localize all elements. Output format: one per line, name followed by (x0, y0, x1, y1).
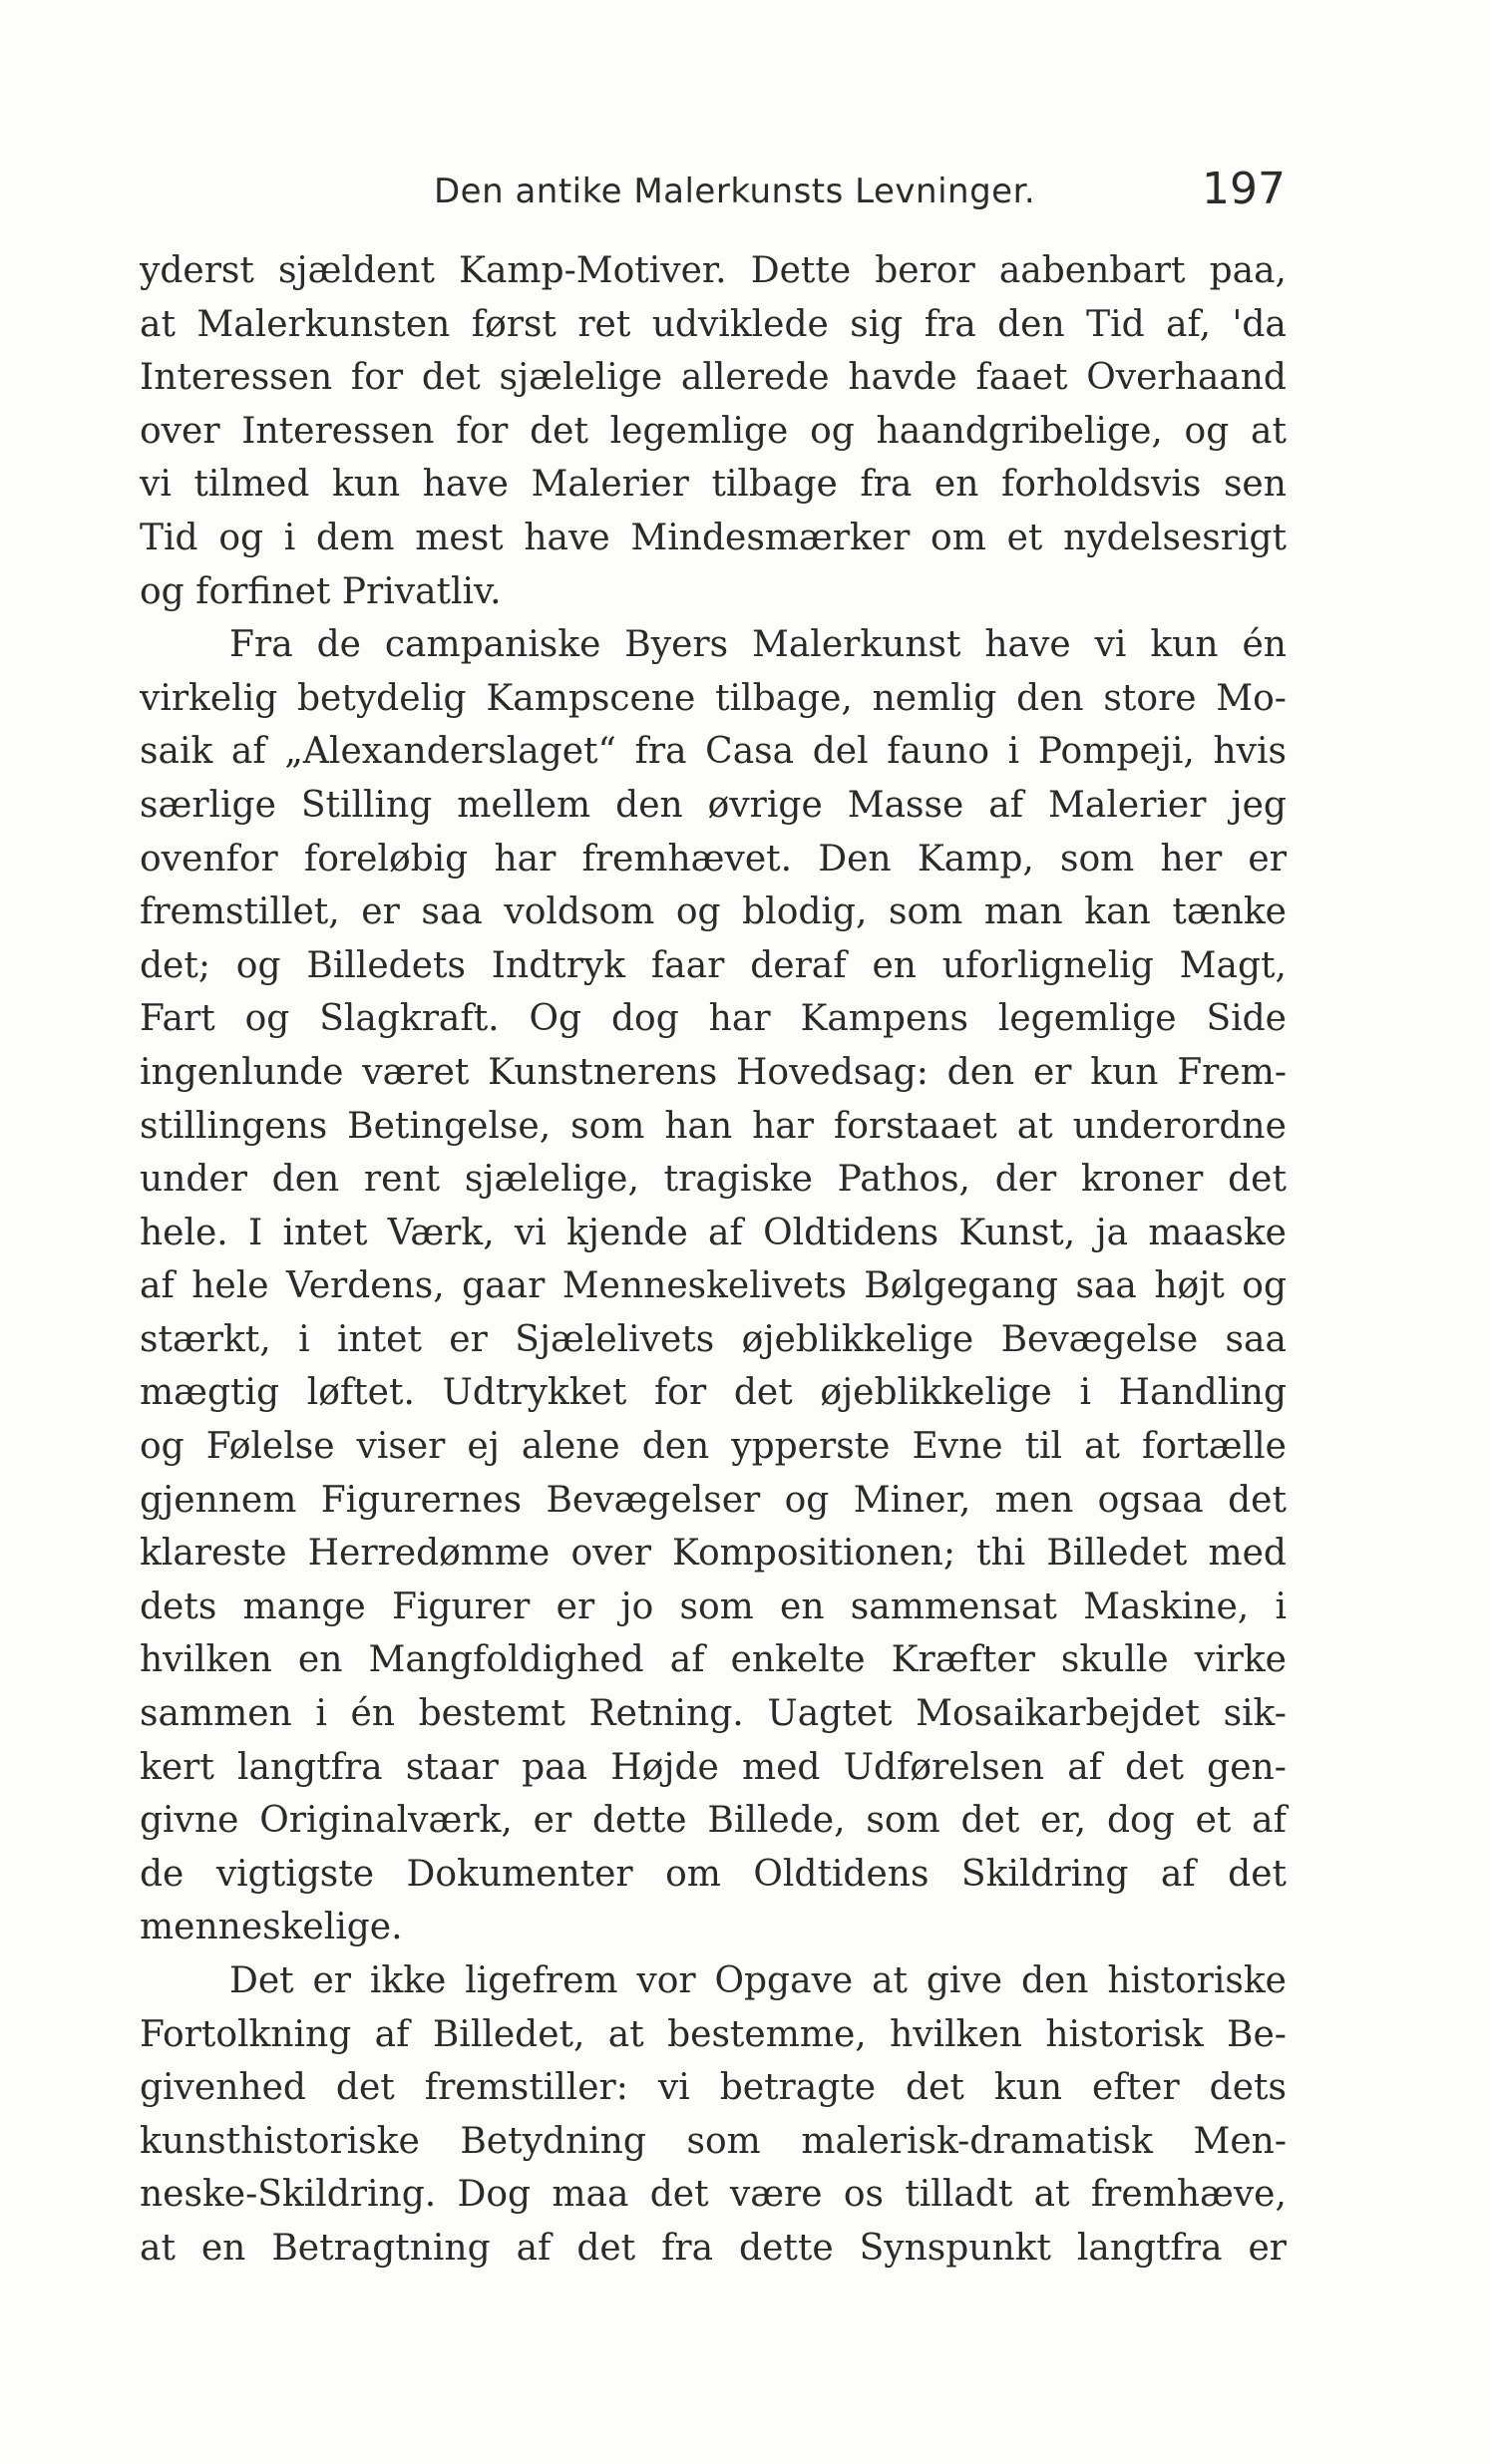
text-line: Fortolkning af Billedet, at bestemme, hvilken historisk Be- (140, 2013, 1287, 2055)
text-line: ovenfor foreløbig har fremhævet. Den Kamp, som her er (140, 838, 1287, 880)
text-line: stærkt, i intet er Sjælelivets øjeblikkelige Bevægelse saa (140, 1318, 1287, 1360)
text-line: hele. I intet Værk, vi kjende af Oldtidens Kunst, ja maaske (140, 1212, 1287, 1253)
text-line: gjennem Figurernes Bevægelser og Miner, men ogsaa det (140, 1479, 1287, 1521)
text-line: under den rent sjælelige, tragiske Pathos, der kroner det (140, 1159, 1287, 1201)
text-line: sammen i én bestemt Retning. Uagtet Mosaikarbejdet sik- (140, 1693, 1287, 1735)
text-line: hvilken en Mangfoldighed af enkelte Kræfter skulle virke (140, 1639, 1287, 1681)
text-line: over Interessen for det legemlige og haandgribelige, og at (140, 410, 1287, 452)
text-line: ingenlunde været Kunstnerens Hovedsag: den er kun Frem- (140, 1051, 1287, 1093)
text-line: virkelig betydelig Kampscene tilbage, nemlig den store Mo- (140, 677, 1287, 719)
text-line: fremstillet, er saa voldsom og blodig, som man kan tænke (140, 891, 1287, 933)
text-line: menneskelige. (140, 1907, 403, 1948)
text-line: at en Betragtning af det fra dette Synspunkt langtfra er (140, 2227, 1287, 2269)
text-line: givenhed det fremstiller: vi betragte det kun efter dets (140, 2067, 1287, 2109)
text-line: dets mange Figurer er jo som en sammensat Maskine, i (140, 1585, 1287, 1627)
page-header (175, 160, 1294, 219)
text-line: neske-Skildring. Dog maa det være os tilladt at fremhæve, (140, 2174, 1287, 2216)
text-line: af hele Verdens, gaar Menneskelivets Bølgegang saa højt og (140, 1265, 1287, 1307)
text-line: kert langtfra staar paa Højde med Udførelsen af det gen- (140, 1746, 1287, 1788)
text-line: Fart og Slagkraft. Og dog har Kampens legemlige Side (140, 998, 1287, 1040)
text-line: Fra de campaniske Byers Malerkunst have vi kun én (229, 624, 1287, 666)
text-line: og Følelse viser ej alene den ypperste Evne til at fortælle (140, 1426, 1287, 1468)
text-line: Det er ikke ligefrem vor Opgave at give den historiske (229, 1960, 1287, 2001)
page-number: 197 (1202, 164, 1286, 214)
text-line: stillingens Betingelse, som han har forstaaet at underordne (140, 1105, 1287, 1147)
text-line: givne Originalværk, er dette Billede, som det er, dog et af (140, 1800, 1287, 1842)
text-line: at Malerkunsten først ret udviklede sig fra den Tid af, 'da (140, 303, 1287, 345)
text-line: vi tilmed kun have Malerier tilbage fra en forholdsvis sen (140, 464, 1287, 506)
body-text (140, 244, 1287, 2276)
text-line: de vigtigste Dokumenter om Oldtidens Skildring af det (140, 1853, 1287, 1895)
text-line: saik af „Alexanderslaget“ fra Casa del fauno i Pompeji, hvis (140, 731, 1287, 773)
text-line: mægtig løftet. Udtrykket for det øjeblikkelige i Handling (140, 1372, 1287, 1414)
text-line: det; og Billedets Indtryk faar deraf en uforlignelig Magt, (140, 944, 1287, 986)
text-line: klareste Herredømme over Kompositionen; thi Billedet med (140, 1533, 1287, 1575)
running-title: Den antike Malerkunsts Levninger. (434, 172, 1036, 211)
text-line: særlige Stilling mellem den øvrige Masse af Malerier jeg (140, 784, 1287, 826)
text-line: og forfinet Privatliv. (140, 570, 502, 612)
text-line: Interessen for det sjælelige allerede havde faaet Overhaand (140, 357, 1287, 399)
text-line: kunsthistoriske Betydning som malerisk-dramatisk Men- (140, 2120, 1287, 2162)
text-line: yderst sjældent Kamp-Motiver. Dette beror aabenbart paa, (140, 250, 1287, 291)
text-line: Tid og i dem mest have Mindesmærker om et nydelsesrigt (140, 517, 1287, 558)
